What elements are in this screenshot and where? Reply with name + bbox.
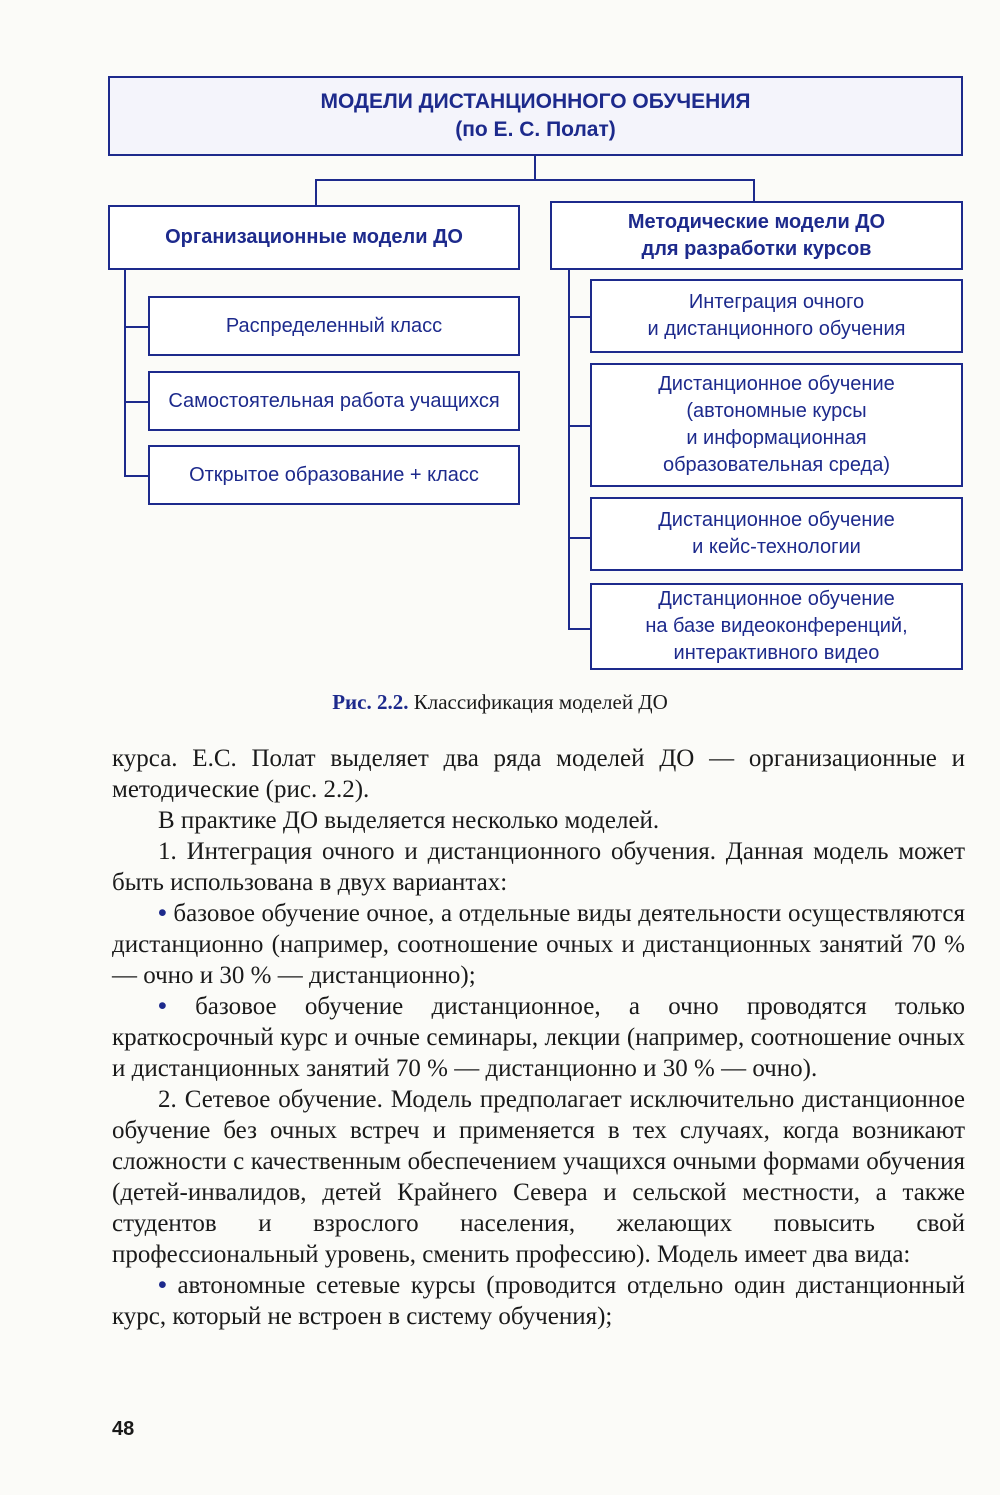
method-model-item bbox=[590, 583, 963, 670]
page-number: 48 bbox=[112, 1418, 135, 1440]
org-model-item-label: Самостоятельная работа учащихся bbox=[168, 389, 500, 412]
connector bbox=[753, 179, 755, 203]
method-model-item-label: Интеграция очного и дистанционного обучения bbox=[647, 291, 906, 340]
paragraph: В практике ДО выделяется несколько моделей. bbox=[158, 807, 660, 834]
bullet-text: базовое обучение дистанционное, а очно проводятся только краткосрочный курс и очные семинары, лекции (например, соотношение очных и дистанционных занятий 70 % — дистанционно и 30 % — очно). bbox=[112, 993, 965, 1082]
bullet-icon: • bbox=[158, 899, 167, 927]
bullet-text: базовое обучение очное, а отдельные виды деятельности осуществляются дистанционно (например, соотношение очных и дистанционных занятий 70 % — очно и 30 % — дистанционно); bbox=[112, 900, 965, 989]
diagram-root-box bbox=[108, 76, 963, 156]
connector bbox=[568, 316, 590, 318]
bullet-icon: • bbox=[158, 1271, 167, 1299]
org-model-item-label: Открытое образование + класс bbox=[189, 463, 479, 486]
connector bbox=[315, 179, 317, 205]
paragraph: 2. Сетевое обучение. Модель предполагает исключительно дистанционное обучение без очных встреч и применяется в тех случаях, когда возникают сложности с качественным обеспечением учащихся очными формами обучения (детей-инвалидов, детей Крайнего Севера и сельской местности, а также студентов и взрослого населения, желающих повысить свой профессиональный уровень, сменить профессию). Модель имеет два вида: bbox=[112, 1086, 965, 1268]
connector bbox=[124, 326, 148, 328]
organizational-models-title: Организационные модели ДО bbox=[165, 226, 463, 248]
connector bbox=[568, 270, 570, 630]
paragraph: курса. Е.С. Полат выделяет два ряда моделей ДО — организационные и методические (рис. 2.2). bbox=[112, 745, 965, 803]
org-model-item bbox=[148, 371, 520, 431]
method-model-item-label: Дистанционное обучение на базе видеоконференций, интерактивного видео bbox=[645, 588, 908, 664]
method-model-item-label: Дистанционное обучение (автономные курсы и информационная образовательная среда) bbox=[658, 373, 895, 476]
bullet-text: автономные сетевые курсы (проводится отдельно один дистанционный курс, который не встроен в систему обучения); bbox=[112, 1272, 966, 1330]
figure-title: Классификация моделей ДО bbox=[413, 690, 668, 714]
connector bbox=[568, 628, 590, 630]
figure-caption bbox=[0, 688, 1000, 716]
methodical-models-box bbox=[550, 201, 963, 270]
org-model-item bbox=[148, 296, 520, 356]
bullet-item bbox=[112, 1270, 965, 1332]
connector bbox=[568, 425, 590, 427]
organizational-models-box bbox=[108, 205, 520, 270]
figure-number: Рис. 2.2. bbox=[332, 690, 409, 714]
connector bbox=[124, 401, 148, 403]
methodical-models-title: Методические модели ДО для разработки курсов bbox=[627, 210, 886, 260]
connector bbox=[315, 179, 755, 181]
diagram-root-title: МОДЕЛИ ДИСТАНЦИОННОГО ОБУЧЕНИЯ bbox=[320, 90, 751, 113]
method-model-item-label: Дистанционное обучение и кейс-технологии bbox=[658, 509, 895, 558]
paragraph: 1. Интеграция очного и дистанционного обучения. Данная модель может быть использована в двух вариантах: bbox=[112, 838, 965, 896]
diagram-root-subtitle: (по Е. С. Полат) bbox=[455, 118, 616, 141]
body-text bbox=[112, 743, 965, 1332]
org-model-item bbox=[148, 445, 520, 505]
org-model-item-label: Распределенный класс bbox=[225, 314, 443, 337]
method-model-item bbox=[590, 279, 963, 353]
method-model-item bbox=[590, 497, 963, 571]
connector bbox=[124, 270, 126, 477]
connector bbox=[124, 475, 148, 477]
bullet-item bbox=[112, 898, 965, 991]
method-model-item bbox=[590, 363, 963, 487]
bullet-icon: • bbox=[158, 992, 167, 1020]
bullet-item bbox=[112, 991, 965, 1084]
connector bbox=[568, 537, 590, 539]
connector bbox=[534, 156, 536, 180]
